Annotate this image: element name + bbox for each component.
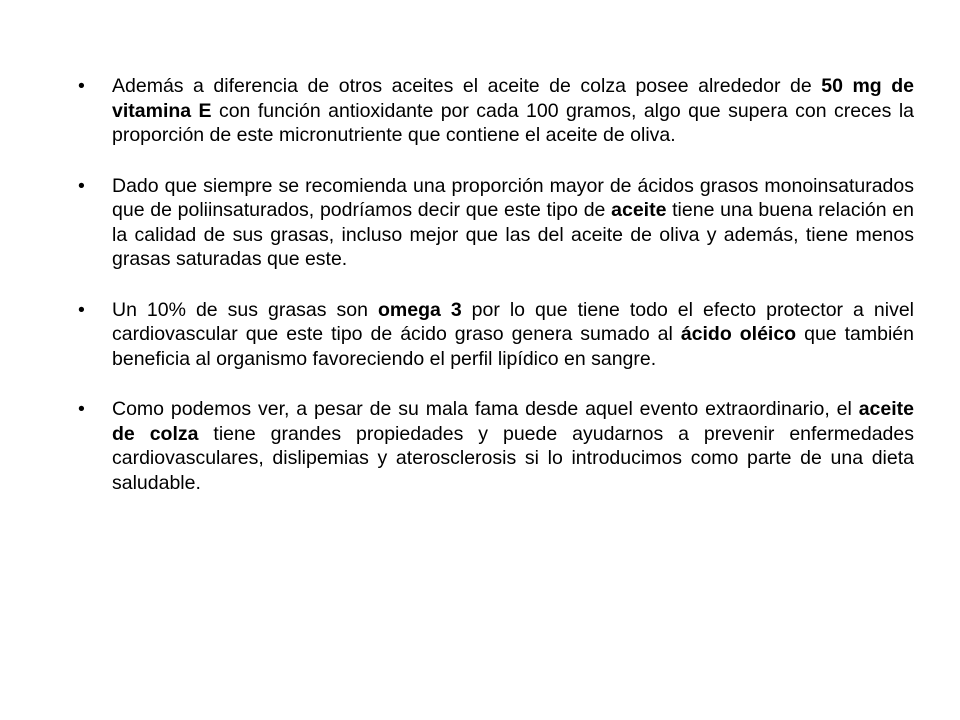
bullet-emphasis: 50 mg de vitamina E bbox=[112, 75, 914, 122]
bullet-text: que también beneficia al organismo favoreciendo el perfil lipídico en sangre. bbox=[112, 323, 915, 370]
bullet-text: Como podemos ver, a pesar de su mala fama desde aquel evento extraordinario, el bbox=[112, 398, 859, 420]
bullet-emphasis: omega 3 bbox=[377, 298, 462, 321]
bullet-emphasis: aceite de colza bbox=[112, 398, 914, 445]
bullet-emphasis: ácido oléico bbox=[680, 323, 797, 345]
bullet-marker: • bbox=[78, 75, 85, 97]
bullet-text: tiene grandes propiedades y puede ayudarnos a prevenir enfermedades cardiovasculares, dislipemias y aterosclerosis si lo introducimos como parte de una dieta saludable. bbox=[112, 422, 914, 494]
bullet-text: por lo que tiene todo el efecto protector a nivel cardiovascular que este tipo de ácido graso genera sumado al bbox=[112, 298, 915, 345]
bullet-marker: • bbox=[78, 174, 85, 197]
bullet-marker: • bbox=[78, 298, 85, 321]
bullet-list bbox=[78, 74, 914, 521]
bullet-item-vitamin-e bbox=[78, 74, 914, 148]
bullet-item-omega-3 bbox=[78, 298, 914, 372]
bullet-marker: • bbox=[78, 398, 85, 420]
bullet-text: Un 10% de sus grasas son bbox=[112, 298, 378, 321]
bullet-emphasis: aceite bbox=[611, 199, 667, 221]
bullet-text: Dado que siempre se recomienda una proporción mayor de ácidos grasos monoinsaturados que de poliinsaturados, podríamos decir que este tipo de bbox=[112, 174, 914, 221]
bullet-item-conclusion bbox=[78, 397, 914, 495]
bullet-item-fat-quality bbox=[78, 174, 914, 272]
bullet-text: Además a diferencia de otros aceites el aceite de colza posee alrededor de bbox=[112, 75, 822, 97]
bullet-text: tiene una buena relación en la calidad de sus grasas, incluso mejor que las del aceite de oliva y además, tiene menos grasas saturadas que este. bbox=[112, 199, 914, 270]
bullet-text: con función antioxidante por cada 100 gramos, algo que supera con creces la proporción de este micronutriente que contiene el aceite de oliva. bbox=[112, 99, 914, 146]
